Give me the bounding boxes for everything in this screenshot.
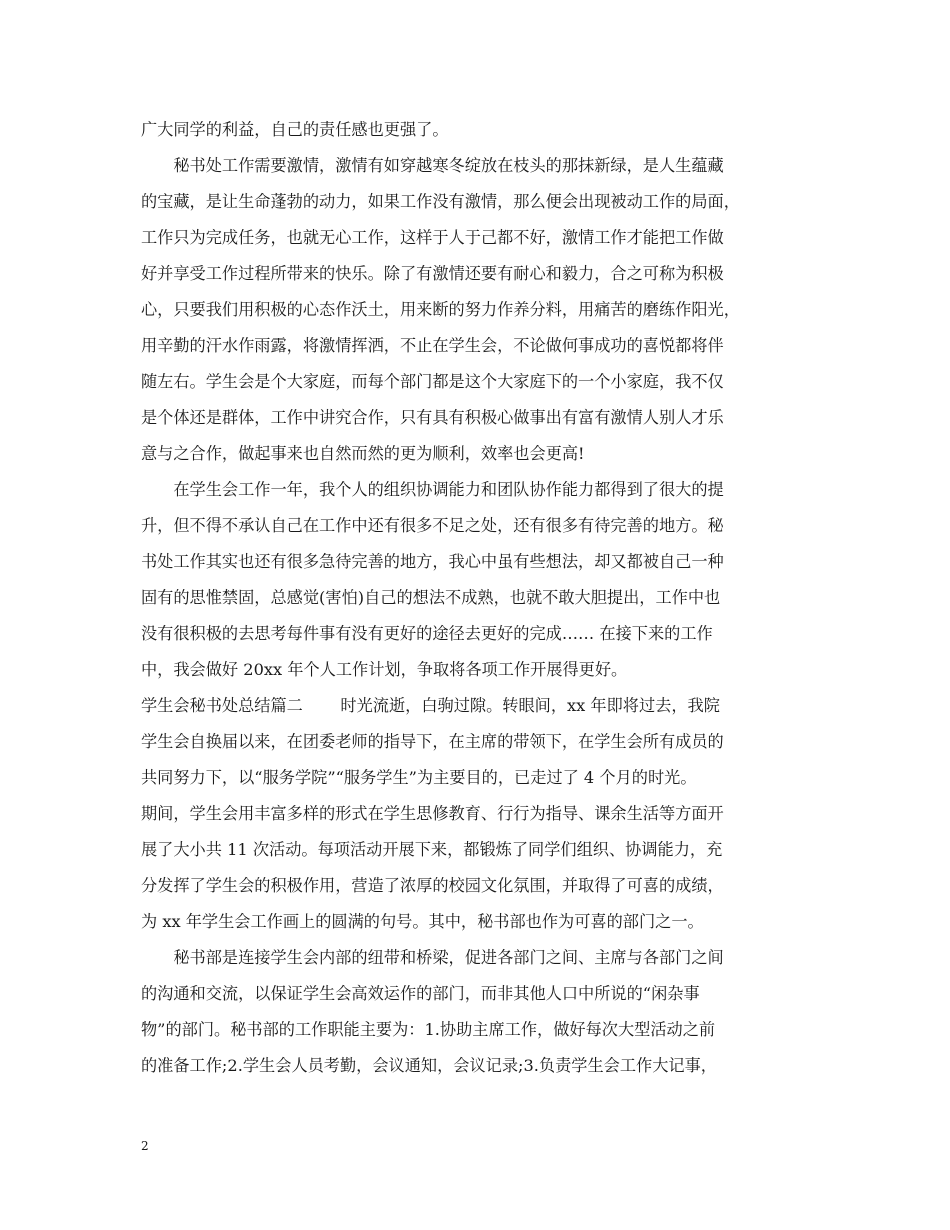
text-line: 为 xx 年学生会工作画上的圆满的句号。其中，秘书部也作为可喜的部门之一。 xyxy=(141,912,704,931)
text-line: 心，只要我们用积极的心态作沃土，用来断的努力作养分料，用痛苦的磨练作阳光， xyxy=(141,300,740,319)
section-heading-line: 学生会秘书处总结篇二 时光流逝，白驹过隙。转眼间，xx 年即将过去，我院 xyxy=(141,696,720,715)
text-line: 是个体还是群体，工作中讲究合作，只有具有积极心做事出有富有激情人别人才乐 xyxy=(141,408,724,427)
text-line: 秘书处工作需要激情，激情有如穿越寒冬绽放在枝头的那抹新绿，是人生蕴藏 xyxy=(141,156,724,175)
text-line: 分发挥了学生会的积极作用，营造了浓厚的校园文化氛围，并取得了可喜的成绩， xyxy=(141,876,724,895)
text-line: 意与之合作，做起事来也自然而然的更为顺利，效率也会更高! xyxy=(141,444,585,463)
text-line: 好并享受工作过程所带来的快乐。除了有激情还要有耐心和毅力，合之可称为积极 xyxy=(141,264,724,283)
text-line: 没有很积极的去思考每件事有没有更好的途径去更好的完成…… 在接下来的工作 xyxy=(141,624,713,643)
text-line: 的准备工作;2.学生会人员考勤，会议通知，会议记录;3.负责学生会工作大记事， xyxy=(141,1056,717,1075)
text-line: 随左右。学生会是个大家庭，而每个部门都是这个大家庭下的一个小家庭，我不仅 xyxy=(141,372,724,391)
text-line: 秘书部是连接学生会内部的纽带和桥梁，促进各部门之间、主席与各部门之间 xyxy=(141,948,724,967)
text-line: 工作只为完成任务，也就无心工作，这样于人于己都不好，激情工作才能把工作做 xyxy=(141,228,724,247)
text-line: 书处工作其实也还有很多急待完善的地方，我心中虽有些想法，却又都被自己一种 xyxy=(141,552,724,571)
text-line: 在学生会工作一年，我个人的组织协调能力和团队协作能力都得到了很大的提 xyxy=(141,480,724,499)
page-number: 2 xyxy=(141,1139,149,1153)
text-line: 期间，学生会用丰富多样的形式在学生思修教育、行行为指导、课余生活等方面开 xyxy=(141,804,724,823)
text-line: 广大同学的利益，自己的责任感也更强了。 xyxy=(141,120,449,139)
text-line: 用辛勤的汗水作雨露，将激情挥洒，不止在学生会，不论做何事成功的喜悦都将伴 xyxy=(141,336,724,355)
text-line: 物”的部门。秘书部的工作职能主要为：1.协助主席工作，做好每次大型活动之前 xyxy=(141,1020,716,1039)
text-line: 学生会自换届以来，在团委老师的指导下，在主席的带领下，在学生会所有成员的 xyxy=(141,732,724,751)
text-line: 升，但不得不承认自己在工作中还有很多不足之处，还有很多有待完善的地方。秘 xyxy=(141,516,724,535)
text-line: 展了大小共 11 次活动。每项活动开展下来，都锻炼了同学们组织、协调能力，充 xyxy=(141,840,723,859)
text-line: 固有的思惟禁固，总感觉(害怕)自己的想法不成熟，也就不敢大胆提出，工作中也 xyxy=(141,588,721,607)
text-line: 共同努力下，以“服务学院”“服务学生”为主要目的，已走过了 4 个月的时光。 xyxy=(141,768,697,787)
body-text xyxy=(141,112,813,1084)
text-line: 的宝藏，是让生命蓬勃的动力，如果工作没有激情，那么便会出现被动工作的局面， xyxy=(141,192,740,211)
text-line: 的沟通和交流，以保证学生会高效运作的部门，而非其他人口中所说的“闲杂事 xyxy=(141,984,700,1003)
text-line: 中，我会做好 20xx 年个人工作计划，争取将各项工作开展得更好。 xyxy=(141,660,628,679)
